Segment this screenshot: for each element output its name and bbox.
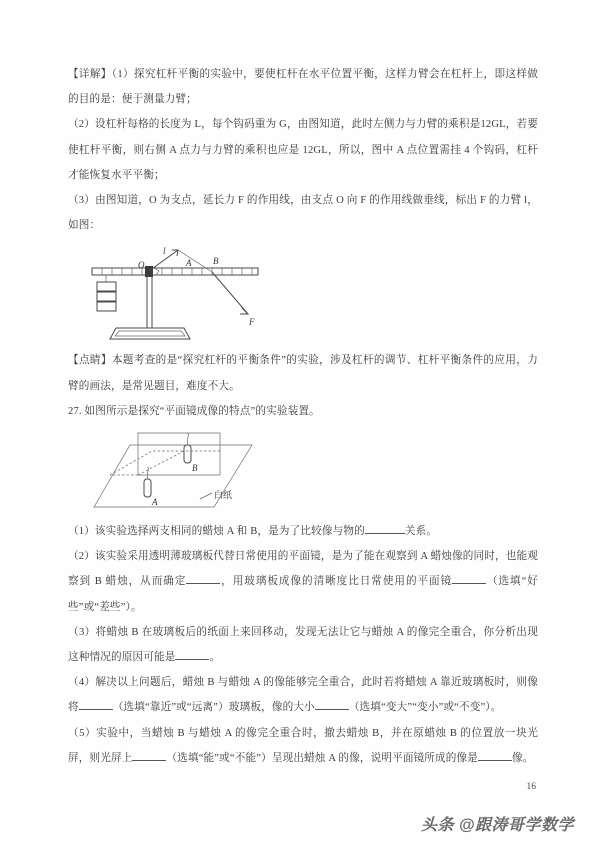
sub5-text-a: （5）实验中，当蜡烛 B 与蜡烛 A 的像完全重合时，撤去蜡烛 B，并在原蜡烛 B 的位置放一块光屏，则光屏上 <box>68 727 538 764</box>
answer-blank-2-2[interactable] <box>452 583 486 584</box>
question27-sub3 <box>68 620 538 670</box>
explanation-label: 【详解】 <box>68 69 112 80</box>
answer-blank-5-2[interactable] <box>478 760 512 761</box>
plane-mirror-imaging-setup <box>92 427 282 519</box>
question27-sub2 <box>68 544 538 620</box>
answer-blank-4-2[interactable] <box>315 709 349 710</box>
answer-blank-3-1[interactable] <box>175 659 209 660</box>
question27-sub5 <box>68 721 538 771</box>
key-point-text: 本题考查的是“探究杠杆的平衡条件”的实验，涉及杠杆的调节、杠杆平衡条件的应用，力臂的画法，是常见题目，难度不大。 <box>68 355 538 392</box>
sub1-text-a: （1）该实验选择两支相同的蜡烛 A 和 B，是为了比较像与物的 <box>68 526 365 538</box>
page-number: 16 <box>526 782 536 792</box>
lever-balance-diagram <box>86 240 286 348</box>
svg-text:白纸: 白纸 <box>214 490 233 501</box>
explanation-part3: （3）由图知道，O 为支点，延长力 F 的作用线，由支点 O 向 F 的作用线做垂线，标出 F 的力臂 l，如图： <box>68 195 538 232</box>
answer-blank-2-1[interactable] <box>186 583 220 584</box>
sub2-text-b: ，用玻璃板成像的清晰度比日常使用的平面镜 <box>220 576 453 588</box>
document-content <box>68 62 538 771</box>
sub2-text-c: （选填“好些”或“差些”）。 <box>68 576 539 613</box>
svg-text:O: O <box>138 260 145 271</box>
key-point-paragraph <box>68 348 538 398</box>
sub4-text-c: （选填“变大”“变小”或“不变”）。 <box>348 702 502 714</box>
explanation-part2-line3: 挂 4 个钩码，杠杆才能恢复水平平衡； <box>68 144 538 181</box>
sub3-text-b: 。 <box>209 652 221 664</box>
key-point-label: 【点睛】 <box>68 355 112 367</box>
question27-stem: 27. 如图所示是探究“平面镜成像的特点”的实验装置。 <box>68 405 320 417</box>
answer-blank-1-1[interactable] <box>365 533 405 534</box>
svg-text:l: l <box>163 246 166 257</box>
watermark: 头条 @跟涛哥学数学 <box>420 817 574 834</box>
question27-sub1 <box>68 519 538 544</box>
svg-text:A: A <box>186 258 192 269</box>
svg-text:B: B <box>213 256 219 267</box>
svg-text:A: A <box>152 497 158 508</box>
sub2-text-a: （2）该实验采用透明薄玻璃板代替日常使用的平面镜，是为了能在观察到 A 蜡烛像的同时，也能观察到 B 蜡烛，从而确定 <box>68 551 538 588</box>
explanation-part2 <box>68 112 538 188</box>
sub5-text-b: （选填“能”或“不能”）呈现出蜡烛 A 的像，说明平面镜所成的像是 <box>166 752 479 764</box>
sub5-text-c: 像。 <box>512 752 534 764</box>
answer-blank-4-1[interactable] <box>79 709 113 710</box>
sub3-text-a: （3）将蜡烛 B 在玻璃板后的纸面上来回移动，发现无法让它与蜡烛 A 的像完全重合，你分析出现这种情况的原因可能是 <box>68 626 538 664</box>
explanation-part2-line2: 12GL，若要使杠杆平衡，则右侧 A 点力与力臂的乘积也应是 12GL，所以，图中 A 点位置需 <box>68 119 538 156</box>
sub4-text-b: （选填“靠近”或“远离”）玻璃板，像的大小 <box>112 702 315 714</box>
svg-text:B: B <box>192 463 198 474</box>
answer-blank-5-1[interactable] <box>132 760 166 761</box>
explanation-part1 <box>68 62 538 112</box>
sub1-text-b: 关系。 <box>404 526 438 538</box>
svg-text:F: F <box>249 317 255 328</box>
question27-sub4 <box>68 670 538 720</box>
explanation-part1-text: （1）探究杠杆平衡的实验中，要使杠杆在水平位置平衡，这样力臂会在杠杆上，即这样做的目的是：便于测量力臂； <box>68 69 538 106</box>
explanation-part2-line1: （2）设杠杆每格的长度为 L，每个钩码重为 G，由图知道，此时左侧力与力臂的乘积是 <box>68 119 481 131</box>
sub4-text-a: （4）解决以上问题后，蜡烛 B 与蜡烛 A 的像能够完全重合，此时若将蜡烛 A 靠近玻璃板时，则像将 <box>68 677 538 714</box>
